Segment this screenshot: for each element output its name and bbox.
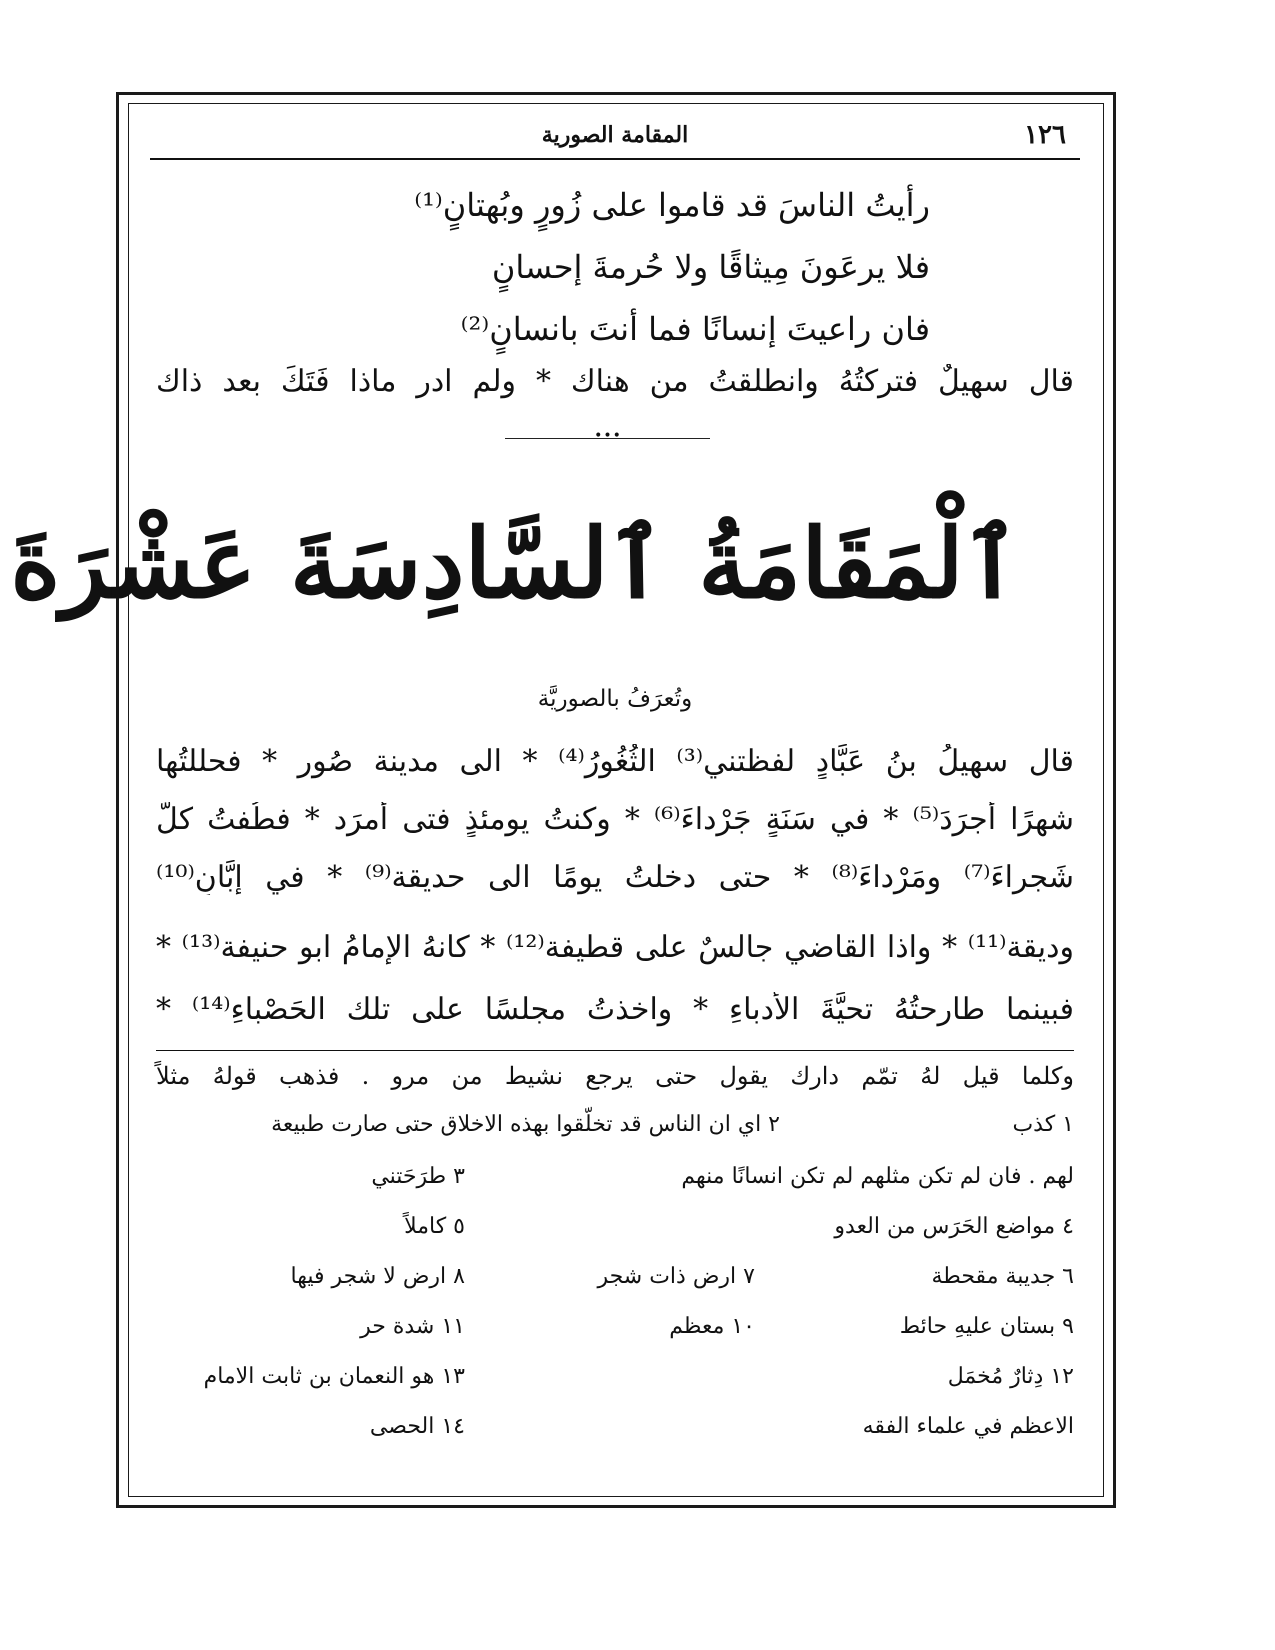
footnote-item: ١٤ الحصى bbox=[369, 1414, 465, 1439]
closing-line: قال سهيلٌ فتركتُهُ وانطلقتُ من هناك * ولم ادرِ ماذا فَتَكَ بعد ذاك bbox=[156, 364, 1074, 399]
body-line: وديقة⁽¹¹⁾ * واذا القاضي جالسٌ على قطيفة⁽¹²⁾ * كانهُ الإمامُ ابو حنيفة⁽¹³⁾ * bbox=[156, 930, 1074, 965]
page-number: ١٢٦ bbox=[1024, 120, 1066, 150]
footnote-rule bbox=[156, 1050, 1074, 1051]
footnote-item: ٢ اي ان الناس قد تخلّقوا بهذه الاخلاق حتى صارت طبيعة bbox=[271, 1112, 780, 1137]
footnote-item: ١ كذب bbox=[1012, 1112, 1074, 1137]
footnote-item: ٧ ارض ذات شجر bbox=[597, 1264, 755, 1289]
footnote-intro: وكلما قيل لهُ تمّم دارك يقول حتى يرجع نشيط من مرو . فذهب قولهُ مثلاً bbox=[156, 1062, 1074, 1090]
footnote-item: ١٢ دِثارٌ مُخمَل bbox=[947, 1364, 1074, 1389]
footnote-item: ١٣ هو النعمان بن ثابت الامام bbox=[203, 1364, 465, 1389]
footnote-item: ١١ شدة حر bbox=[360, 1314, 465, 1339]
footnote-item: ٨ ارض لا شجر فيها bbox=[290, 1264, 465, 1289]
body-line: قال سهيلُ بنُ عَبَّادٍ لفظتني⁽³⁾ الثُغُورُ⁽⁴⁾ * الى مدينة صُور * فحللتُها bbox=[156, 744, 1074, 779]
page-header bbox=[150, 112, 1080, 160]
footnote-item: لهم . فان لم تكن مثلهم لم تكن انسانًا منهم bbox=[681, 1164, 1074, 1189]
body-line: فبينما طارحتُهُ تحيَّةَ الأُدباءِ * واخذتُ مجلسًا على تلك الحَصْباءِ⁽¹⁴⁾ * bbox=[156, 992, 1074, 1027]
maqama-subtitle: وتُعرَفُ بالصوريَّة bbox=[537, 686, 693, 712]
footnote-item: ٥ كاملاً bbox=[404, 1214, 465, 1239]
verse-line: فلا يرعَونَ مِيثاقًا ولا حُرمةَ إحسانٍ bbox=[491, 248, 930, 286]
footnote-item: الاعظم في علماء الفقه bbox=[862, 1414, 1074, 1439]
body-line: شهرًا أَجرَدَ⁽⁵⁾ * في سَنَةٍ جَرْداءَ⁽⁶⁾ * وكنتُ يومئذٍ فتى أَمرَد * فطُفتُ كلَّ bbox=[156, 802, 1074, 837]
verse-line: رأيتُ الناسَ قد قاموا على زُورٍ وبُهتانٍ⁽¹⁾ bbox=[414, 186, 930, 224]
header-rule bbox=[150, 158, 1080, 160]
book-page bbox=[10, 112, 1080, 1492]
maqama-title: ٱلْمَقَامَةُ ٱلسَّادِسَةَ عَشْرَةَ bbox=[10, 507, 1020, 620]
verse-line: فان راعيتَ إنسانًا فما أنتَ بانسانٍ⁽²⁾ bbox=[460, 310, 930, 348]
footnote-item: ٩ بستان عليهِ حائط bbox=[899, 1314, 1074, 1339]
footnote-item: ٦ جديبة مقحطة bbox=[931, 1264, 1074, 1289]
footnote-item: ٣ طرَحَتني bbox=[371, 1164, 465, 1189]
divider-ornament: ••• bbox=[594, 428, 622, 444]
poem-verses bbox=[290, 174, 930, 360]
footnote-item: ١٠ معظم bbox=[669, 1314, 755, 1339]
body-line: شَجراءَ⁽⁷⁾ ومَرْداءَ⁽⁸⁾ * حتى دخلتُ يومًا الى حديقة⁽⁹⁾ * في إبَّانِ⁽¹⁰⁾ bbox=[156, 860, 1074, 895]
running-title: المقامة الصورية bbox=[541, 122, 689, 148]
footnote-item: ٤ مواضع الحَرَس من العدو bbox=[834, 1214, 1074, 1239]
